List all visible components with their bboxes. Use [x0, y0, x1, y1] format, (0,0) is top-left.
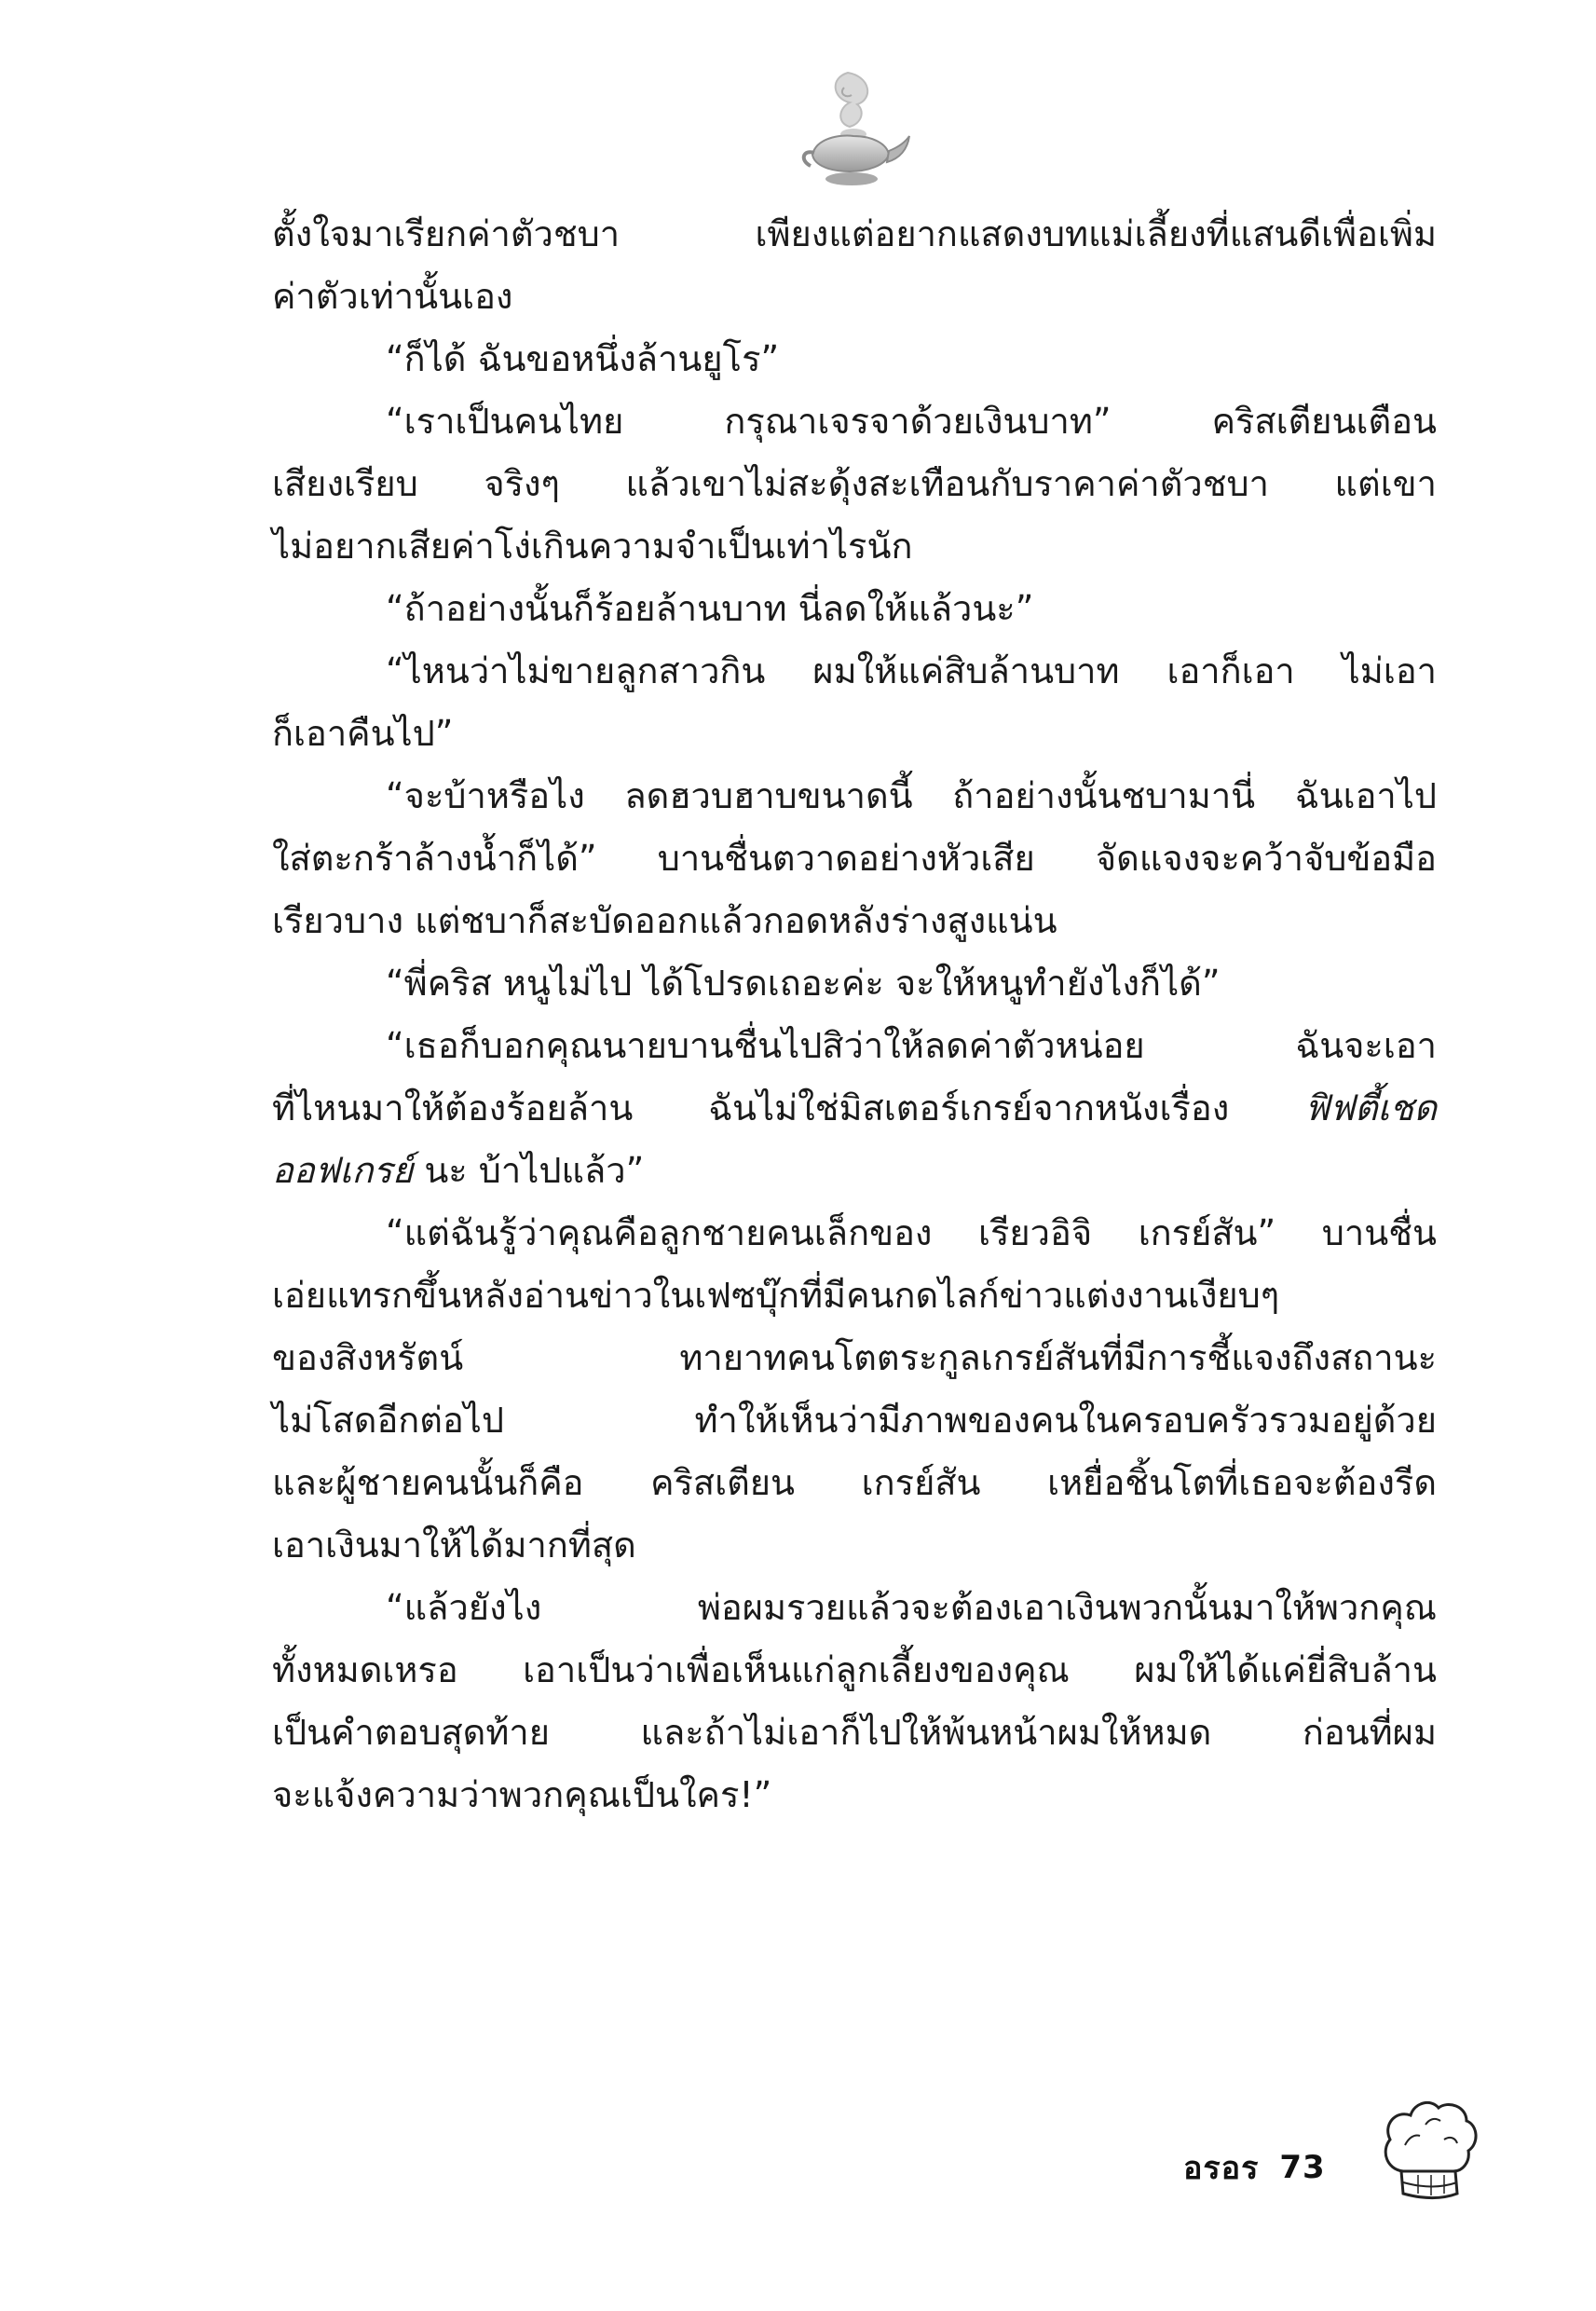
chef-hat-icon [1377, 2097, 1480, 2208]
text-line: “จะบ้าหรือไง ลดฮวบฮาบขนาดนี้ ถ้าอย่างนั้นชบามานี่ ฉันเอาไป [386, 775, 1437, 816]
text-line: “ก็ได้ ฉันขอหนึ่งล้านยูโร” [386, 338, 780, 379]
text-line: “แล้วยังไง พ่อผมรวยแล้วจะต้องเอาเงินพวกนั้นมาให้พวกคุณ [386, 1587, 1437, 1628]
text-line: “พี่คริส หนูไม่ไป ได้โปรดเถอะค่ะ จะให้หนูทำยังไงก็ได้” [386, 963, 1221, 1004]
text-line: จะแจ้งความว่าพวกคุณเป็นใคร!” [272, 1774, 772, 1815]
paragraph [272, 640, 1437, 765]
text-line: เสียงเรียบ จริงๆ แล้วเขาไม่สะดุ้งสะเทือนกับราคาค่าตัวชบา แต่เขา [272, 463, 1437, 504]
paragraph [272, 1577, 1437, 1826]
paragraph [272, 952, 1437, 1015]
text-line: ไม่อยากเสียค่าโง่เกินความจำเป็นเท่าไรนัก [272, 526, 913, 567]
text-line: เป็นคำตอบสุดท้าย และถ้าไม่เอาก็ไปให้พ้นหน้าผมให้หมด ก่อนที่ผม [272, 1712, 1437, 1753]
text-line: ของสิงหรัตน์ ทายาทคนโตตระกูลเกรย์สันที่มีการชี้แจงถึงสถานะ [272, 1337, 1437, 1378]
text-line: เอาเงินมาให้ได้มากที่สุด [272, 1525, 636, 1566]
text-line: ก็เอาคืนไป” [272, 713, 454, 754]
genie-lamp-icon [792, 65, 913, 196]
text-line: “เราเป็นคนไทย กรุณาเจรจาด้วยเงินบาท” คริสเตียนเตือน [386, 401, 1437, 442]
paragraph [272, 1015, 1437, 1202]
text-line: เรียวบาง แต่ชบาก็สะบัดออกแล้วกอดหลังร่างสูงแน่น [272, 900, 1057, 941]
book-title-italic: ออฟเกรย์ [272, 1150, 414, 1191]
paragraph [272, 328, 1437, 390]
text-line: และผู้ชายคนนั้นก็คือ คริสเตียน เกรย์สัน เหยื่อชิ้นโตที่เธอจะต้องรีด [272, 1462, 1437, 1503]
page-number: 73 [1279, 2149, 1326, 2186]
text-line: เอ่ยแทรกขึ้นหลังอ่านข่าวในเฟซบุ๊กที่มีคนกดไลก์ข่าวแต่งงานเงียบๆ [272, 1275, 1280, 1316]
book-title-italic: ฟิฟตี้เชด [1304, 1087, 1437, 1128]
text-run: นะ บ้าไปแล้ว” [413, 1150, 645, 1191]
text-line: ค่าตัวเท่านั้นเอง [272, 276, 513, 317]
page-footer [1183, 2134, 1326, 2201]
paragraph [272, 765, 1437, 952]
author-name: อรอร [1183, 2150, 1260, 2187]
text-line: “แต่ฉันรู้ว่าคุณคือลูกชายคนเล็กของ เรียวอิจิ เกรย์สัน” บานชื่น [386, 1212, 1437, 1253]
text-line: ตั้งใจมาเรียกค่าตัวชบา เพียงแต่อยากแสดงบทแม่เลี้ยงที่แสนดีเพื่อเพิ่ม [272, 213, 1437, 254]
text-line: “ไหนว่าไม่ขายลูกสาวกิน ผมให้แค่สิบล้านบาท เอาก็เอา ไม่เอา [386, 650, 1437, 691]
text-line: “ถ้าอย่างนั้นก็ร้อยล้านบาท นี่ลดให้แล้วนะ” [386, 588, 1034, 629]
paragraph [272, 390, 1437, 578]
text-line [272, 1140, 1437, 1202]
body-text [272, 203, 1437, 1826]
text-line: ใส่ตะกร้าล้างน้ำก็ได้” บานชื่นตวาดอย่างหัวเสีย จัดแจงจะคว้าจับข้อมือ [272, 838, 1437, 879]
text-line: “เธอก็บอกคุณนายบานชื่นไปสิว่าให้ลดค่าตัวหน่อย ฉันจะเอา [386, 1025, 1437, 1066]
paragraph [272, 1202, 1437, 1577]
paragraph [272, 203, 1437, 328]
text-run: ที่ไหนมาให้ต้องร้อยล้าน ฉันไม่ใช่มิสเตอร์เกรย์จากหนังเรื่อง [272, 1087, 1305, 1128]
paragraph [272, 578, 1437, 640]
text-line: ไม่โสดอีกต่อไป ทำให้เห็นว่ามีภาพของคนในครอบครัวรวมอยู่ด้วย [272, 1400, 1437, 1441]
text-line [272, 1077, 1437, 1140]
text-line: ทั้งหมดเหรอ เอาเป็นว่าเพื่อเห็นแก่ลูกเลี้ยงของคุณ ผมให้ได้แค่ยี่สิบล้าน [272, 1649, 1437, 1690]
